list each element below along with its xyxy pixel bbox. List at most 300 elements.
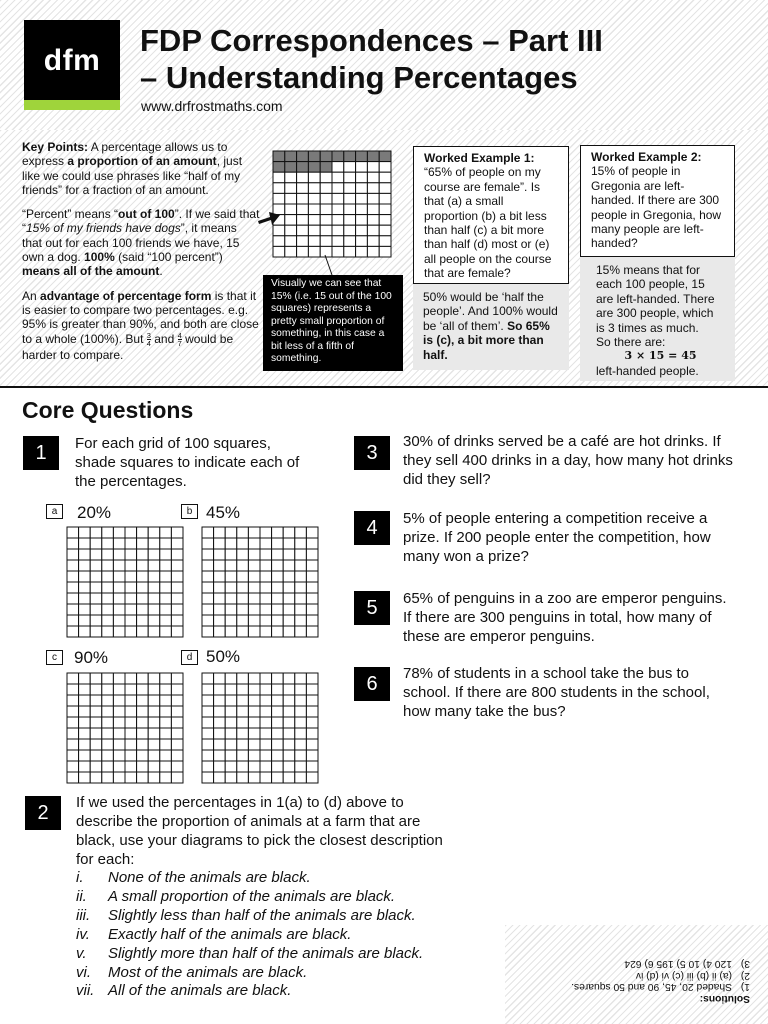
grid-square[interactable] xyxy=(306,706,318,717)
grid-square[interactable] xyxy=(225,695,237,706)
grid-square[interactable] xyxy=(225,717,237,728)
grid-square[interactable] xyxy=(160,527,172,538)
grid-square[interactable] xyxy=(260,695,272,706)
grid-square[interactable] xyxy=(237,684,249,695)
grid-square[interactable] xyxy=(90,728,102,739)
grid-square[interactable] xyxy=(113,582,125,593)
grid-square[interactable] xyxy=(148,739,160,750)
grid-square[interactable] xyxy=(79,717,91,728)
grid-square[interactable] xyxy=(272,571,284,582)
grid-square[interactable] xyxy=(102,717,114,728)
grid-square[interactable] xyxy=(79,549,91,560)
grid-square[interactable] xyxy=(160,673,172,684)
grid-square[interactable] xyxy=(202,582,214,593)
grid-square[interactable] xyxy=(113,728,125,739)
grid-square[interactable] xyxy=(160,684,172,695)
grid-square[interactable] xyxy=(148,582,160,593)
grid-square[interactable] xyxy=(90,706,102,717)
grid-square[interactable] xyxy=(102,772,114,783)
grid-square[interactable] xyxy=(283,604,295,615)
grid-square[interactable] xyxy=(79,695,91,706)
grid-square[interactable] xyxy=(237,728,249,739)
grid-square[interactable] xyxy=(283,571,295,582)
grid-square[interactable] xyxy=(171,695,183,706)
grid-square[interactable] xyxy=(272,728,284,739)
grid-square[interactable] xyxy=(260,706,272,717)
grid-square[interactable] xyxy=(113,604,125,615)
grid-square[interactable] xyxy=(272,560,284,571)
grid-100-a[interactable] xyxy=(66,526,184,638)
grid-square[interactable] xyxy=(306,750,318,761)
grid-square[interactable] xyxy=(67,626,79,637)
grid-square[interactable] xyxy=(283,582,295,593)
grid-square[interactable] xyxy=(137,538,149,549)
grid-square[interactable] xyxy=(125,593,137,604)
grid-square[interactable] xyxy=(272,538,284,549)
grid-square[interactable] xyxy=(214,728,226,739)
grid-square[interactable] xyxy=(79,739,91,750)
grid-square[interactable] xyxy=(283,626,295,637)
grid-square[interactable] xyxy=(102,582,114,593)
grid-square[interactable] xyxy=(237,571,249,582)
grid-square[interactable] xyxy=(295,728,307,739)
grid-square[interactable] xyxy=(148,571,160,582)
grid-square[interactable] xyxy=(137,706,149,717)
grid-square[interactable] xyxy=(125,527,137,538)
grid-square[interactable] xyxy=(90,560,102,571)
grid-square[interactable] xyxy=(283,739,295,750)
grid-square[interactable] xyxy=(248,560,260,571)
grid-square[interactable] xyxy=(225,593,237,604)
grid-square[interactable] xyxy=(125,695,137,706)
grid-square[interactable] xyxy=(171,615,183,626)
grid-square[interactable] xyxy=(137,571,149,582)
grid-square[interactable] xyxy=(202,604,214,615)
grid-square[interactable] xyxy=(214,560,226,571)
grid-square[interactable] xyxy=(90,582,102,593)
grid-square[interactable] xyxy=(248,626,260,637)
grid-100-b[interactable] xyxy=(201,526,319,638)
grid-square[interactable] xyxy=(160,538,172,549)
grid-square[interactable] xyxy=(67,684,79,695)
grid-square[interactable] xyxy=(102,684,114,695)
grid-square[interactable] xyxy=(306,538,318,549)
grid-square[interactable] xyxy=(202,615,214,626)
grid-square[interactable] xyxy=(125,582,137,593)
grid-square[interactable] xyxy=(237,750,249,761)
grid-square[interactable] xyxy=(202,673,214,684)
grid-square[interactable] xyxy=(237,582,249,593)
grid-square[interactable] xyxy=(148,728,160,739)
grid-square[interactable] xyxy=(148,706,160,717)
grid-square[interactable] xyxy=(113,750,125,761)
grid-square[interactable] xyxy=(125,604,137,615)
grid-square[interactable] xyxy=(202,527,214,538)
grid-square[interactable] xyxy=(272,615,284,626)
grid-square[interactable] xyxy=(102,706,114,717)
grid-square[interactable] xyxy=(90,571,102,582)
grid-square[interactable] xyxy=(90,739,102,750)
grid-square[interactable] xyxy=(283,527,295,538)
grid-square[interactable] xyxy=(225,750,237,761)
grid-square[interactable] xyxy=(248,772,260,783)
grid-square[interactable] xyxy=(272,593,284,604)
grid-square[interactable] xyxy=(113,549,125,560)
grid-square[interactable] xyxy=(214,772,226,783)
grid-square[interactable] xyxy=(237,739,249,750)
grid-square[interactable] xyxy=(79,673,91,684)
grid-square[interactable] xyxy=(90,695,102,706)
grid-square[interactable] xyxy=(90,615,102,626)
grid-square[interactable] xyxy=(306,728,318,739)
grid-square[interactable] xyxy=(137,739,149,750)
grid-square[interactable] xyxy=(79,750,91,761)
grid-square[interactable] xyxy=(102,593,114,604)
grid-square[interactable] xyxy=(237,695,249,706)
grid-square[interactable] xyxy=(260,684,272,695)
grid-square[interactable] xyxy=(90,604,102,615)
grid-square[interactable] xyxy=(283,673,295,684)
grid-square[interactable] xyxy=(79,684,91,695)
grid-square[interactable] xyxy=(225,582,237,593)
grid-square[interactable] xyxy=(283,761,295,772)
grid-square[interactable] xyxy=(148,673,160,684)
grid-square[interactable] xyxy=(260,750,272,761)
grid-square[interactable] xyxy=(171,728,183,739)
grid-square[interactable] xyxy=(137,772,149,783)
grid-square[interactable] xyxy=(248,538,260,549)
grid-square[interactable] xyxy=(67,615,79,626)
grid-square[interactable] xyxy=(79,538,91,549)
grid-square[interactable] xyxy=(148,549,160,560)
grid-square[interactable] xyxy=(272,717,284,728)
grid-square[interactable] xyxy=(137,750,149,761)
grid-square[interactable] xyxy=(237,593,249,604)
grid-square[interactable] xyxy=(137,615,149,626)
grid-square[interactable] xyxy=(148,717,160,728)
grid-square[interactable] xyxy=(260,604,272,615)
grid-square[interactable] xyxy=(102,560,114,571)
grid-square[interactable] xyxy=(202,717,214,728)
grid-square[interactable] xyxy=(171,582,183,593)
grid-square[interactable] xyxy=(102,626,114,637)
grid-square[interactable] xyxy=(260,538,272,549)
grid-square[interactable] xyxy=(113,626,125,637)
grid-square[interactable] xyxy=(248,527,260,538)
grid-square[interactable] xyxy=(248,695,260,706)
grid-square[interactable] xyxy=(67,604,79,615)
grid-square[interactable] xyxy=(113,706,125,717)
grid-square[interactable] xyxy=(171,750,183,761)
grid-square[interactable] xyxy=(125,538,137,549)
grid-square[interactable] xyxy=(248,750,260,761)
grid-square[interactable] xyxy=(248,571,260,582)
grid-square[interactable] xyxy=(125,739,137,750)
grid-square[interactable] xyxy=(283,684,295,695)
grid-square[interactable] xyxy=(214,549,226,560)
grid-square[interactable] xyxy=(90,538,102,549)
grid-square[interactable] xyxy=(283,717,295,728)
grid-square[interactable] xyxy=(306,695,318,706)
grid-square[interactable] xyxy=(171,772,183,783)
grid-square[interactable] xyxy=(67,761,79,772)
grid-square[interactable] xyxy=(237,549,249,560)
grid-square[interactable] xyxy=(160,549,172,560)
grid-square[interactable] xyxy=(202,626,214,637)
grid-square[interactable] xyxy=(148,761,160,772)
grid-square[interactable] xyxy=(295,695,307,706)
grid-square[interactable] xyxy=(113,673,125,684)
grid-square[interactable] xyxy=(148,626,160,637)
grid-square[interactable] xyxy=(306,560,318,571)
grid-square[interactable] xyxy=(148,750,160,761)
grid-square[interactable] xyxy=(67,582,79,593)
grid-square[interactable] xyxy=(214,739,226,750)
grid-square[interactable] xyxy=(260,673,272,684)
grid-square[interactable] xyxy=(202,571,214,582)
grid-square[interactable] xyxy=(113,717,125,728)
grid-square[interactable] xyxy=(283,593,295,604)
grid-square[interactable] xyxy=(79,706,91,717)
grid-square[interactable] xyxy=(237,772,249,783)
grid-square[interactable] xyxy=(248,761,260,772)
grid-square[interactable] xyxy=(160,717,172,728)
grid-square[interactable] xyxy=(260,571,272,582)
grid-square[interactable] xyxy=(160,604,172,615)
grid-square[interactable] xyxy=(214,626,226,637)
grid-square[interactable] xyxy=(125,750,137,761)
grid-square[interactable] xyxy=(272,761,284,772)
grid-square[interactable] xyxy=(148,615,160,626)
grid-square[interactable] xyxy=(171,560,183,571)
grid-square[interactable] xyxy=(160,571,172,582)
grid-square[interactable] xyxy=(214,717,226,728)
grid-square[interactable] xyxy=(306,626,318,637)
grid-square[interactable] xyxy=(79,593,91,604)
grid-square[interactable] xyxy=(295,560,307,571)
grid-square[interactable] xyxy=(67,538,79,549)
grid-square[interactable] xyxy=(237,673,249,684)
grid-square[interactable] xyxy=(237,717,249,728)
grid-square[interactable] xyxy=(248,615,260,626)
grid-square[interactable] xyxy=(214,706,226,717)
grid-square[interactable] xyxy=(225,706,237,717)
grid-square[interactable] xyxy=(248,593,260,604)
grid-square[interactable] xyxy=(102,728,114,739)
grid-square[interactable] xyxy=(248,684,260,695)
grid-square[interactable] xyxy=(272,673,284,684)
grid-square[interactable] xyxy=(113,615,125,626)
grid-square[interactable] xyxy=(248,549,260,560)
grid-square[interactable] xyxy=(295,717,307,728)
grid-square[interactable] xyxy=(113,560,125,571)
grid-square[interactable] xyxy=(272,739,284,750)
grid-square[interactable] xyxy=(225,527,237,538)
grid-square[interactable] xyxy=(306,673,318,684)
grid-square[interactable] xyxy=(171,626,183,637)
grid-square[interactable] xyxy=(160,695,172,706)
grid-square[interactable] xyxy=(248,728,260,739)
grid-square[interactable] xyxy=(272,582,284,593)
grid-square[interactable] xyxy=(137,695,149,706)
grid-square[interactable] xyxy=(306,527,318,538)
grid-square[interactable] xyxy=(260,626,272,637)
grid-square[interactable] xyxy=(125,549,137,560)
grid-square[interactable] xyxy=(79,604,91,615)
grid-square[interactable] xyxy=(90,549,102,560)
grid-square[interactable] xyxy=(214,684,226,695)
grid-square[interactable] xyxy=(248,604,260,615)
grid-square[interactable] xyxy=(90,717,102,728)
grid-square[interactable] xyxy=(160,706,172,717)
grid-square[interactable] xyxy=(306,739,318,750)
grid-square[interactable] xyxy=(283,772,295,783)
grid-square[interactable] xyxy=(202,706,214,717)
grid-square[interactable] xyxy=(137,604,149,615)
grid-square[interactable] xyxy=(125,560,137,571)
grid-square[interactable] xyxy=(79,615,91,626)
grid-square[interactable] xyxy=(67,717,79,728)
grid-square[interactable] xyxy=(214,695,226,706)
grid-100-c[interactable] xyxy=(66,672,184,784)
grid-square[interactable] xyxy=(202,761,214,772)
grid-square[interactable] xyxy=(171,717,183,728)
grid-square[interactable] xyxy=(306,717,318,728)
grid-square[interactable] xyxy=(202,695,214,706)
grid-square[interactable] xyxy=(295,615,307,626)
grid-square[interactable] xyxy=(67,560,79,571)
grid-square[interactable] xyxy=(214,593,226,604)
grid-square[interactable] xyxy=(272,684,284,695)
grid-square[interactable] xyxy=(283,549,295,560)
grid-square[interactable] xyxy=(160,626,172,637)
grid-square[interactable] xyxy=(125,728,137,739)
grid-square[interactable] xyxy=(237,626,249,637)
grid-square[interactable] xyxy=(160,739,172,750)
grid-square[interactable] xyxy=(260,560,272,571)
grid-square[interactable] xyxy=(225,739,237,750)
grid-square[interactable] xyxy=(306,615,318,626)
grid-square[interactable] xyxy=(125,571,137,582)
grid-square[interactable] xyxy=(295,772,307,783)
grid-square[interactable] xyxy=(137,560,149,571)
grid-square[interactable] xyxy=(137,582,149,593)
grid-square[interactable] xyxy=(237,761,249,772)
grid-square[interactable] xyxy=(148,593,160,604)
grid-square[interactable] xyxy=(171,538,183,549)
grid-square[interactable] xyxy=(283,728,295,739)
grid-square[interactable] xyxy=(214,673,226,684)
grid-square[interactable] xyxy=(272,549,284,560)
grid-square[interactable] xyxy=(171,739,183,750)
grid-square[interactable] xyxy=(283,706,295,717)
grid-square[interactable] xyxy=(214,761,226,772)
grid-square[interactable] xyxy=(225,604,237,615)
grid-square[interactable] xyxy=(306,604,318,615)
grid-square[interactable] xyxy=(113,761,125,772)
grid-square[interactable] xyxy=(237,615,249,626)
grid-square[interactable] xyxy=(260,772,272,783)
grid-square[interactable] xyxy=(113,695,125,706)
grid-square[interactable] xyxy=(260,728,272,739)
grid-square[interactable] xyxy=(90,684,102,695)
grid-square[interactable] xyxy=(67,593,79,604)
grid-square[interactable] xyxy=(272,750,284,761)
grid-square[interactable] xyxy=(260,739,272,750)
grid-square[interactable] xyxy=(102,695,114,706)
grid-square[interactable] xyxy=(202,728,214,739)
grid-square[interactable] xyxy=(306,582,318,593)
grid-square[interactable] xyxy=(202,750,214,761)
grid-square[interactable] xyxy=(295,750,307,761)
grid-square[interactable] xyxy=(148,684,160,695)
grid-square[interactable] xyxy=(272,527,284,538)
grid-square[interactable] xyxy=(260,549,272,560)
grid-square[interactable] xyxy=(272,706,284,717)
grid-square[interactable] xyxy=(125,717,137,728)
grid-square[interactable] xyxy=(202,549,214,560)
grid-square[interactable] xyxy=(202,684,214,695)
grid-square[interactable] xyxy=(79,571,91,582)
grid-square[interactable] xyxy=(248,706,260,717)
grid-square[interactable] xyxy=(113,593,125,604)
grid-square[interactable] xyxy=(171,673,183,684)
grid-square[interactable] xyxy=(283,750,295,761)
grid-square[interactable] xyxy=(67,527,79,538)
grid-square[interactable] xyxy=(125,615,137,626)
grid-square[interactable] xyxy=(102,761,114,772)
grid-square[interactable] xyxy=(148,695,160,706)
grid-square[interactable] xyxy=(125,706,137,717)
grid-square[interactable] xyxy=(171,604,183,615)
grid-square[interactable] xyxy=(202,772,214,783)
grid-square[interactable] xyxy=(125,772,137,783)
grid-square[interactable] xyxy=(90,772,102,783)
grid-square[interactable] xyxy=(225,673,237,684)
grid-square[interactable] xyxy=(306,571,318,582)
grid-square[interactable] xyxy=(306,684,318,695)
grid-square[interactable] xyxy=(225,761,237,772)
grid-square[interactable] xyxy=(225,560,237,571)
grid-square[interactable] xyxy=(148,560,160,571)
grid-square[interactable] xyxy=(113,739,125,750)
grid-square[interactable] xyxy=(137,673,149,684)
grid-square[interactable] xyxy=(202,538,214,549)
grid-square[interactable] xyxy=(202,593,214,604)
grid-square[interactable] xyxy=(225,571,237,582)
grid-square[interactable] xyxy=(67,739,79,750)
grid-square[interactable] xyxy=(79,560,91,571)
grid-square[interactable] xyxy=(79,761,91,772)
grid-square[interactable] xyxy=(272,626,284,637)
grid-square[interactable] xyxy=(125,761,137,772)
grid-square[interactable] xyxy=(137,527,149,538)
grid-square[interactable] xyxy=(214,604,226,615)
grid-square[interactable] xyxy=(67,549,79,560)
grid-square[interactable] xyxy=(237,706,249,717)
grid-square[interactable] xyxy=(160,750,172,761)
grid-square[interactable] xyxy=(67,728,79,739)
grid-square[interactable] xyxy=(214,615,226,626)
grid-square[interactable] xyxy=(67,695,79,706)
grid-square[interactable] xyxy=(160,560,172,571)
grid-square[interactable] xyxy=(237,604,249,615)
grid-square[interactable] xyxy=(225,615,237,626)
grid-100-d[interactable] xyxy=(201,672,319,784)
grid-square[interactable] xyxy=(102,549,114,560)
grid-square[interactable] xyxy=(113,772,125,783)
grid-square[interactable] xyxy=(125,684,137,695)
